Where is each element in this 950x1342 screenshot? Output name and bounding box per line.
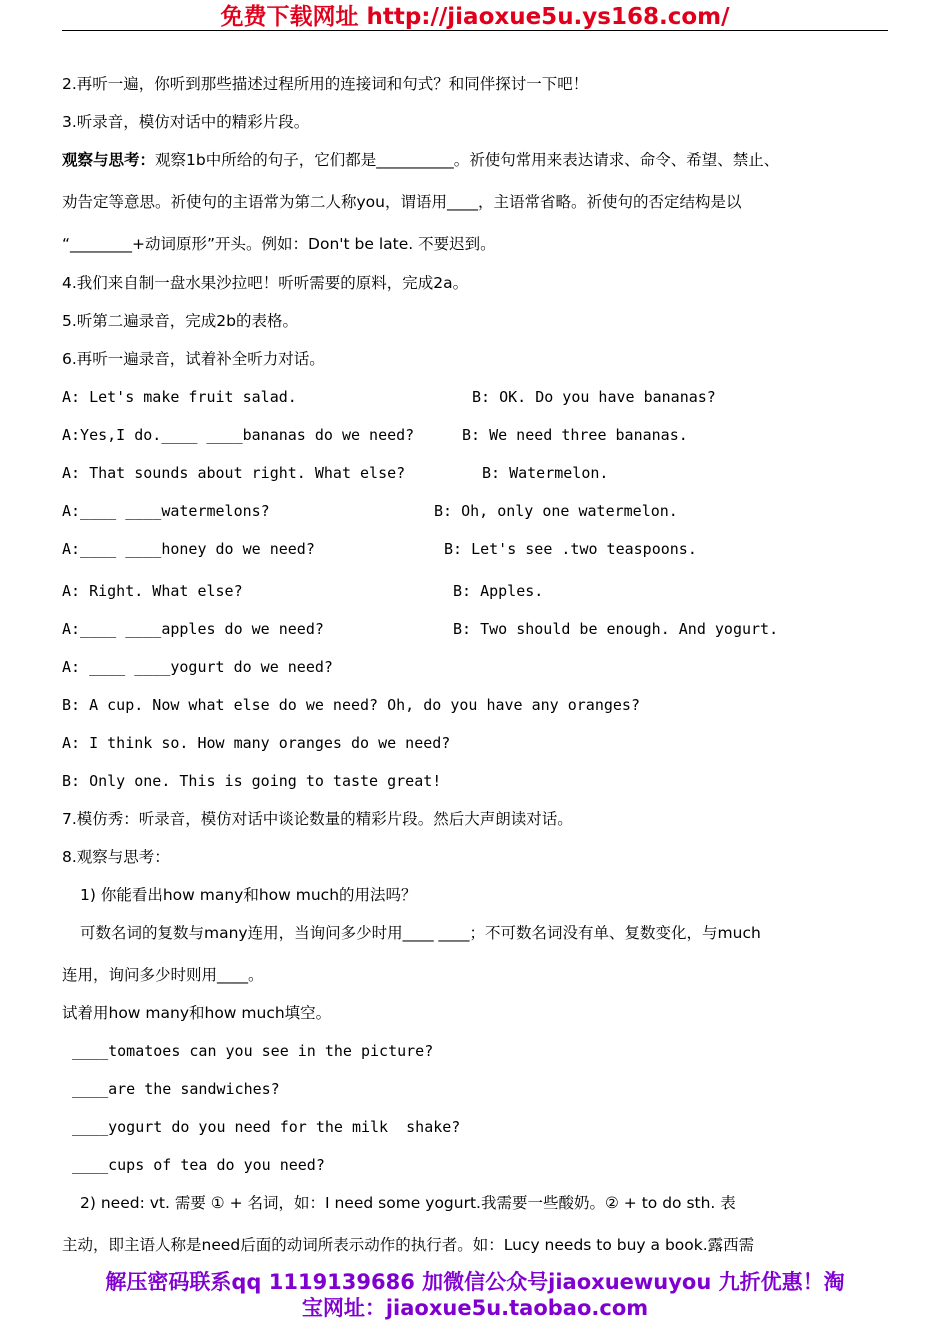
dialog-b-9: B: Only one. This is going to taste great! xyxy=(62,772,442,790)
dialog-a-5: A:____ ____honey do we need? xyxy=(62,540,315,558)
observe-line-2: 劝告定等意思。祈使句的主语常为第二人称you，谓语用____，主语常省略。祈使句的否定结构是以 xyxy=(62,193,742,211)
footer-line-1: 解压密码联系qq 1119139686 加微信公众号jiaoxuewuyou 九折优惠！淘 xyxy=(105,1270,845,1294)
observe-text: 观察1b中所给的句子，它们都是__________。祈使句常用来表达请求、命令、希望、禁止、 xyxy=(155,151,780,169)
item-5: 5.听第二遍录音，完成2b的表格。 xyxy=(62,312,298,330)
item-4: 4.我们来自制一盘水果沙拉吧！听听需要的原料，完成2a。 xyxy=(62,274,469,292)
item-8: 8.观察与思考： xyxy=(62,848,170,866)
fill-item-2: ____are the sandwiches? xyxy=(72,1080,280,1098)
item-7: 7.模仿秀：听录音，模仿对话中谈论数量的精彩片段。然后大声朗读对话。 xyxy=(62,810,573,828)
dialog-a-4: A:____ ____watermelons? xyxy=(62,502,270,520)
item-3: 3.听录音，模仿对话中的精彩片段。 xyxy=(62,113,310,131)
header-rule xyxy=(62,30,888,31)
question-1-line-2: 连用，询问多少时则用____。 xyxy=(62,966,264,984)
dialog-b-5: B: Let's see .two teaspoons. xyxy=(444,540,697,558)
fill-item-4: ____cups of tea do you need? xyxy=(72,1156,325,1174)
dialog-a-1: A: Let's make fruit salad. xyxy=(62,388,297,406)
footer-line-2: 宝网址：jiaoxue5u.taobao.com xyxy=(301,1296,649,1320)
dialog-a-9: A: I think so. How many oranges do we need? xyxy=(62,734,451,752)
question-2-line-2: 主动，即主语人称是need后面的动词所表示动作的执行者。如：Lucy needs to buy a book.露西需 xyxy=(62,1236,755,1254)
dialog-a-2: A:Yes,I do.____ ____bananas do we need? xyxy=(62,426,415,444)
dialog-b-4: B: Oh, only one watermelon. xyxy=(434,502,678,520)
item-6: 6.再听一遍录音，试着补全听力对话。 xyxy=(62,350,325,368)
dialog-b-2: B: We need three bananas. xyxy=(462,426,688,444)
dialog-a-6: A: Right. What else? xyxy=(62,582,243,600)
observe-line-1 xyxy=(62,150,779,170)
dialog-b-8: B: A cup. Now what else do we need? Oh, do you have any oranges? xyxy=(62,696,640,714)
item-2: 2.再听一遍，你听到那些描述过程所用的连接词和句式？和同伴探讨一下吧！ xyxy=(62,75,589,93)
question-1-line-1: 可数名词的复数与many连用，当询问多少时用____ ____；不可数名词没有单、复数变化，与much xyxy=(80,924,761,942)
dialog-a-7: A:____ ____apples do we need? xyxy=(62,620,324,638)
question-2-line-1: 2) need: vt. 需要 ① + 名词，如：I need some yogurt.我需要一些酸奶。② + to do sth. 表 xyxy=(80,1194,736,1212)
observe-line-3: “________+动词原形”开头。例如：Don't be late. 不要迟到。 xyxy=(62,235,496,253)
page-header: 免费下载网址 http://jiaoxue5u.ys168.com/ xyxy=(220,4,730,30)
observe-label: 观察与思考： xyxy=(62,151,156,169)
fill-item-1: ____tomatoes can you see in the picture? xyxy=(72,1042,434,1060)
dialog-a-8: A: ____ ____yogurt do we need? xyxy=(62,658,333,676)
fill-instruction: 试着用how many和how much填空。 xyxy=(62,1004,332,1022)
dialog-b-6: B: Apples. xyxy=(453,582,544,600)
dialog-b-1: B: OK. Do you have bananas? xyxy=(472,388,716,406)
question-1: 1) 你能看出how many和how much的用法吗？ xyxy=(80,886,417,904)
dialog-a-3: A: That sounds about right. What else? xyxy=(62,464,406,482)
fill-item-3: ____yogurt do you need for the milk shake? xyxy=(72,1118,461,1136)
dialog-b-3: B: Watermelon. xyxy=(482,464,609,482)
dialog-b-7: B: Two should be enough. And yogurt. xyxy=(453,620,779,638)
